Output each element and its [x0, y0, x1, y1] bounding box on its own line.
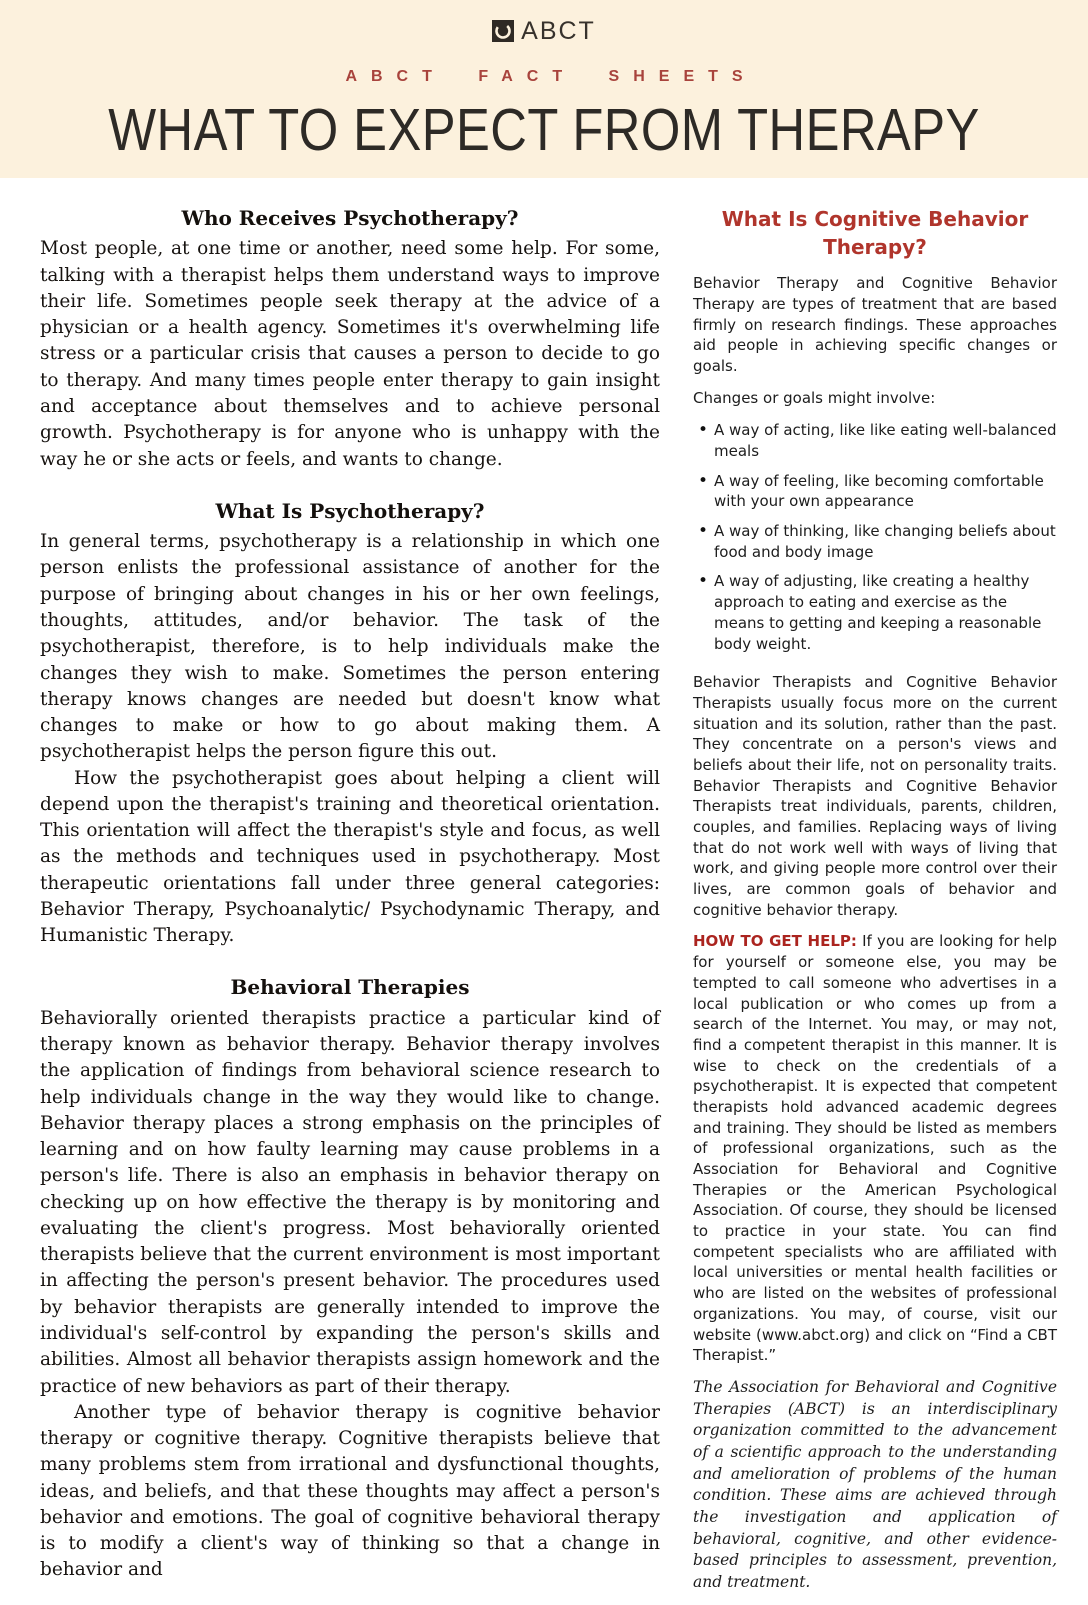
list-item: • A way of adjusting, like creating a healthy approach to eating and exercise as the means to getting and keeping a reasonable body weight.	[693, 571, 1057, 654]
how-to-get-help-text: If you are looking for help for yourself or someone else, you may be tempted to call someone who advertises in a local publication or who comes up from a search of the Internet. You may, or may not, find a competent therapist in this manner. It is wise to check on the credentials of a psychotherapist. It is expected that competent therapists hold advanced academic degrees and training. They should be listed as members of professional organizations, such as the Association for Behavioral and Cognitive Therapies or the American Psychological Association. Of course, they should be licensed to practice in your state. You can find competent specialists who are affiliated with local universities or mental health facilities or who are listed on the websites of professional organizations. You may, of course, visit our website (www.abct.org) and click on “Find a CBT Therapist.”	[693, 932, 1057, 1365]
section-behavioral-therapies	[40, 973, 660, 1583]
page-title: WHAT TO EXPECT FROM THERAPY	[108, 97, 980, 163]
section-paragraph: How the psychotherapist goes about helping a client will depend upon the therapist's training and theoretical orientation. This orientation will affect the therapist's style and focus, as well as the methods and techniques used in psychotherapy. Most therapeutic orientations fall under three general categories: Behavior Therapy, Psychoanalytic/ Psychodynamic Therapy, and Humanistic Therapy.	[40, 767, 660, 947]
left-column	[40, 204, 660, 1605]
section-heading: Behavioral Therapies	[230, 975, 470, 1000]
goals-list	[693, 420, 1057, 654]
section-who-receives-psychotherapy	[40, 204, 660, 473]
section-paragraph: In general terms, psychotherapy is a relationship in which one person enlists the professional assistance of another for the purpose of bringing about changes in his or her own feelings, thoughts, attitudes, and/or behavior. The task of the psychotherapist, therefore, is to help individuals make the changes they wish to make. Sometimes the person entering therapy knows changes are needed but doesn't know what changes to make or how to go about making them. A psychotherapist helps the person figure this out.	[40, 531, 660, 763]
list-item: • A way of feeling, like becoming comfortable with your own appearance	[693, 471, 1057, 512]
cbt-heading: What Is Cognitive Behavior Therapy?	[721, 207, 1029, 259]
section-paragraph: Behaviorally oriented therapists practice a particular kind of therapy known as behavior therapy. Behavior therapy involves the application of findings from behavioral science research to help individuals change in the way they would like to change. Behavior therapy places a strong emphasis on the principles of learning and on how faulty learning may cause problems in a person's life. There is also an emphasis in behavior therapy on checking up on how effective the therapy is by monitoring and evaluating the client's progress. Most behaviorally oriented therapists believe that the current environment is most important in affecting the person's present behavior. The procedures used by behavior therapists are generally intended to improve the individual's self-control by expanding the person's skills and abilities. Almost all behavior therapists assign homework and the practice of new behaviors as part of their therapy.	[40, 1007, 660, 1397]
section-paragraph: Another type of behavior therapy is cognitive behavior therapy or cognitive therapy. Cognitive therapists believe that many problems stem from irrational and dysfunctional thoughts, ideas, and beliefs, and that these thoughts may affect a person's behavior and emotions. The goal of cognitive behavioral therapy is to modify a client's way of thinking so that a change in behavior and	[40, 1401, 660, 1581]
section-heading: What Is Psychotherapy?	[215, 498, 485, 523]
abct-logo-icon	[492, 20, 514, 42]
abct-about-note: The Association for Behavioral and Cognitive Therapies (ABCT) is an interdisciplinary organization committed to the advancement of a scientific approach to the understanding and amelioration of problems of the human condition. These aims are achieved through the investigation and application of behavioral, cognitive, and other evidence-based principles to assessment, prevention, and treatment.	[693, 1377, 1057, 1592]
how-to-get-help-label: HOW TO GET HELP:	[693, 932, 857, 951]
goals-list-intro: Changes or goals might involve:	[693, 388, 936, 407]
abct-logo-text: ABCT	[521, 16, 596, 45]
cbt-intro-paragraph: Behavior Therapy and Cognitive Behavior Therapy are types of treatment that are based firmly on research findings. These approaches aid people in achieving specific changes or goals.	[693, 274, 1057, 375]
abct-logo	[0, 16, 1088, 46]
section-what-is-psychotherapy	[40, 497, 660, 950]
masthead	[0, 0, 1088, 178]
right-column	[693, 204, 1057, 1605]
list-item: • A way of acting, like like eating well-balanced meals	[693, 420, 1057, 461]
fact-sheets-kicker: ABCT FACT SHEETS	[345, 68, 757, 85]
content-columns	[0, 178, 1088, 1605]
how-to-get-help-paragraph	[693, 931, 1057, 1365]
section-heading: Who Receives Psychotherapy?	[181, 206, 519, 230]
section-paragraph: Most people, at one time or another, need some help. For some, talking with a therapist helps them understand ways to improve their life. Sometimes people seek therapy at the advice of a physician or a health agency. Sometimes it's overwhelming life stress or a particular crisis that causes a person to decide to go to therapy. And many times people enter therapy to gain insight and acceptance about themselves and to achieve personal growth. Psychotherapy is for anyone who is unhappy with the way he or she acts or feels, and wants to change.	[40, 238, 660, 470]
list-item: • A way of thinking, like changing beliefs about food and body image	[693, 521, 1057, 562]
therapists-paragraph: Behavior Therapists and Cognitive Behavior Therapists usually focus more on the current situation and its solution, rather than the past. They concentrate on a person's views and beliefs about their life, not on personality traits. Behavior Therapists and Cognitive Behavior Therapists treat individuals, parents, children, couples, and families. Replacing ways of living that do not work well with ways of living that work, and giving people more control over their lives, are common goals of behavior and cognitive behavior therapy.	[693, 673, 1057, 919]
